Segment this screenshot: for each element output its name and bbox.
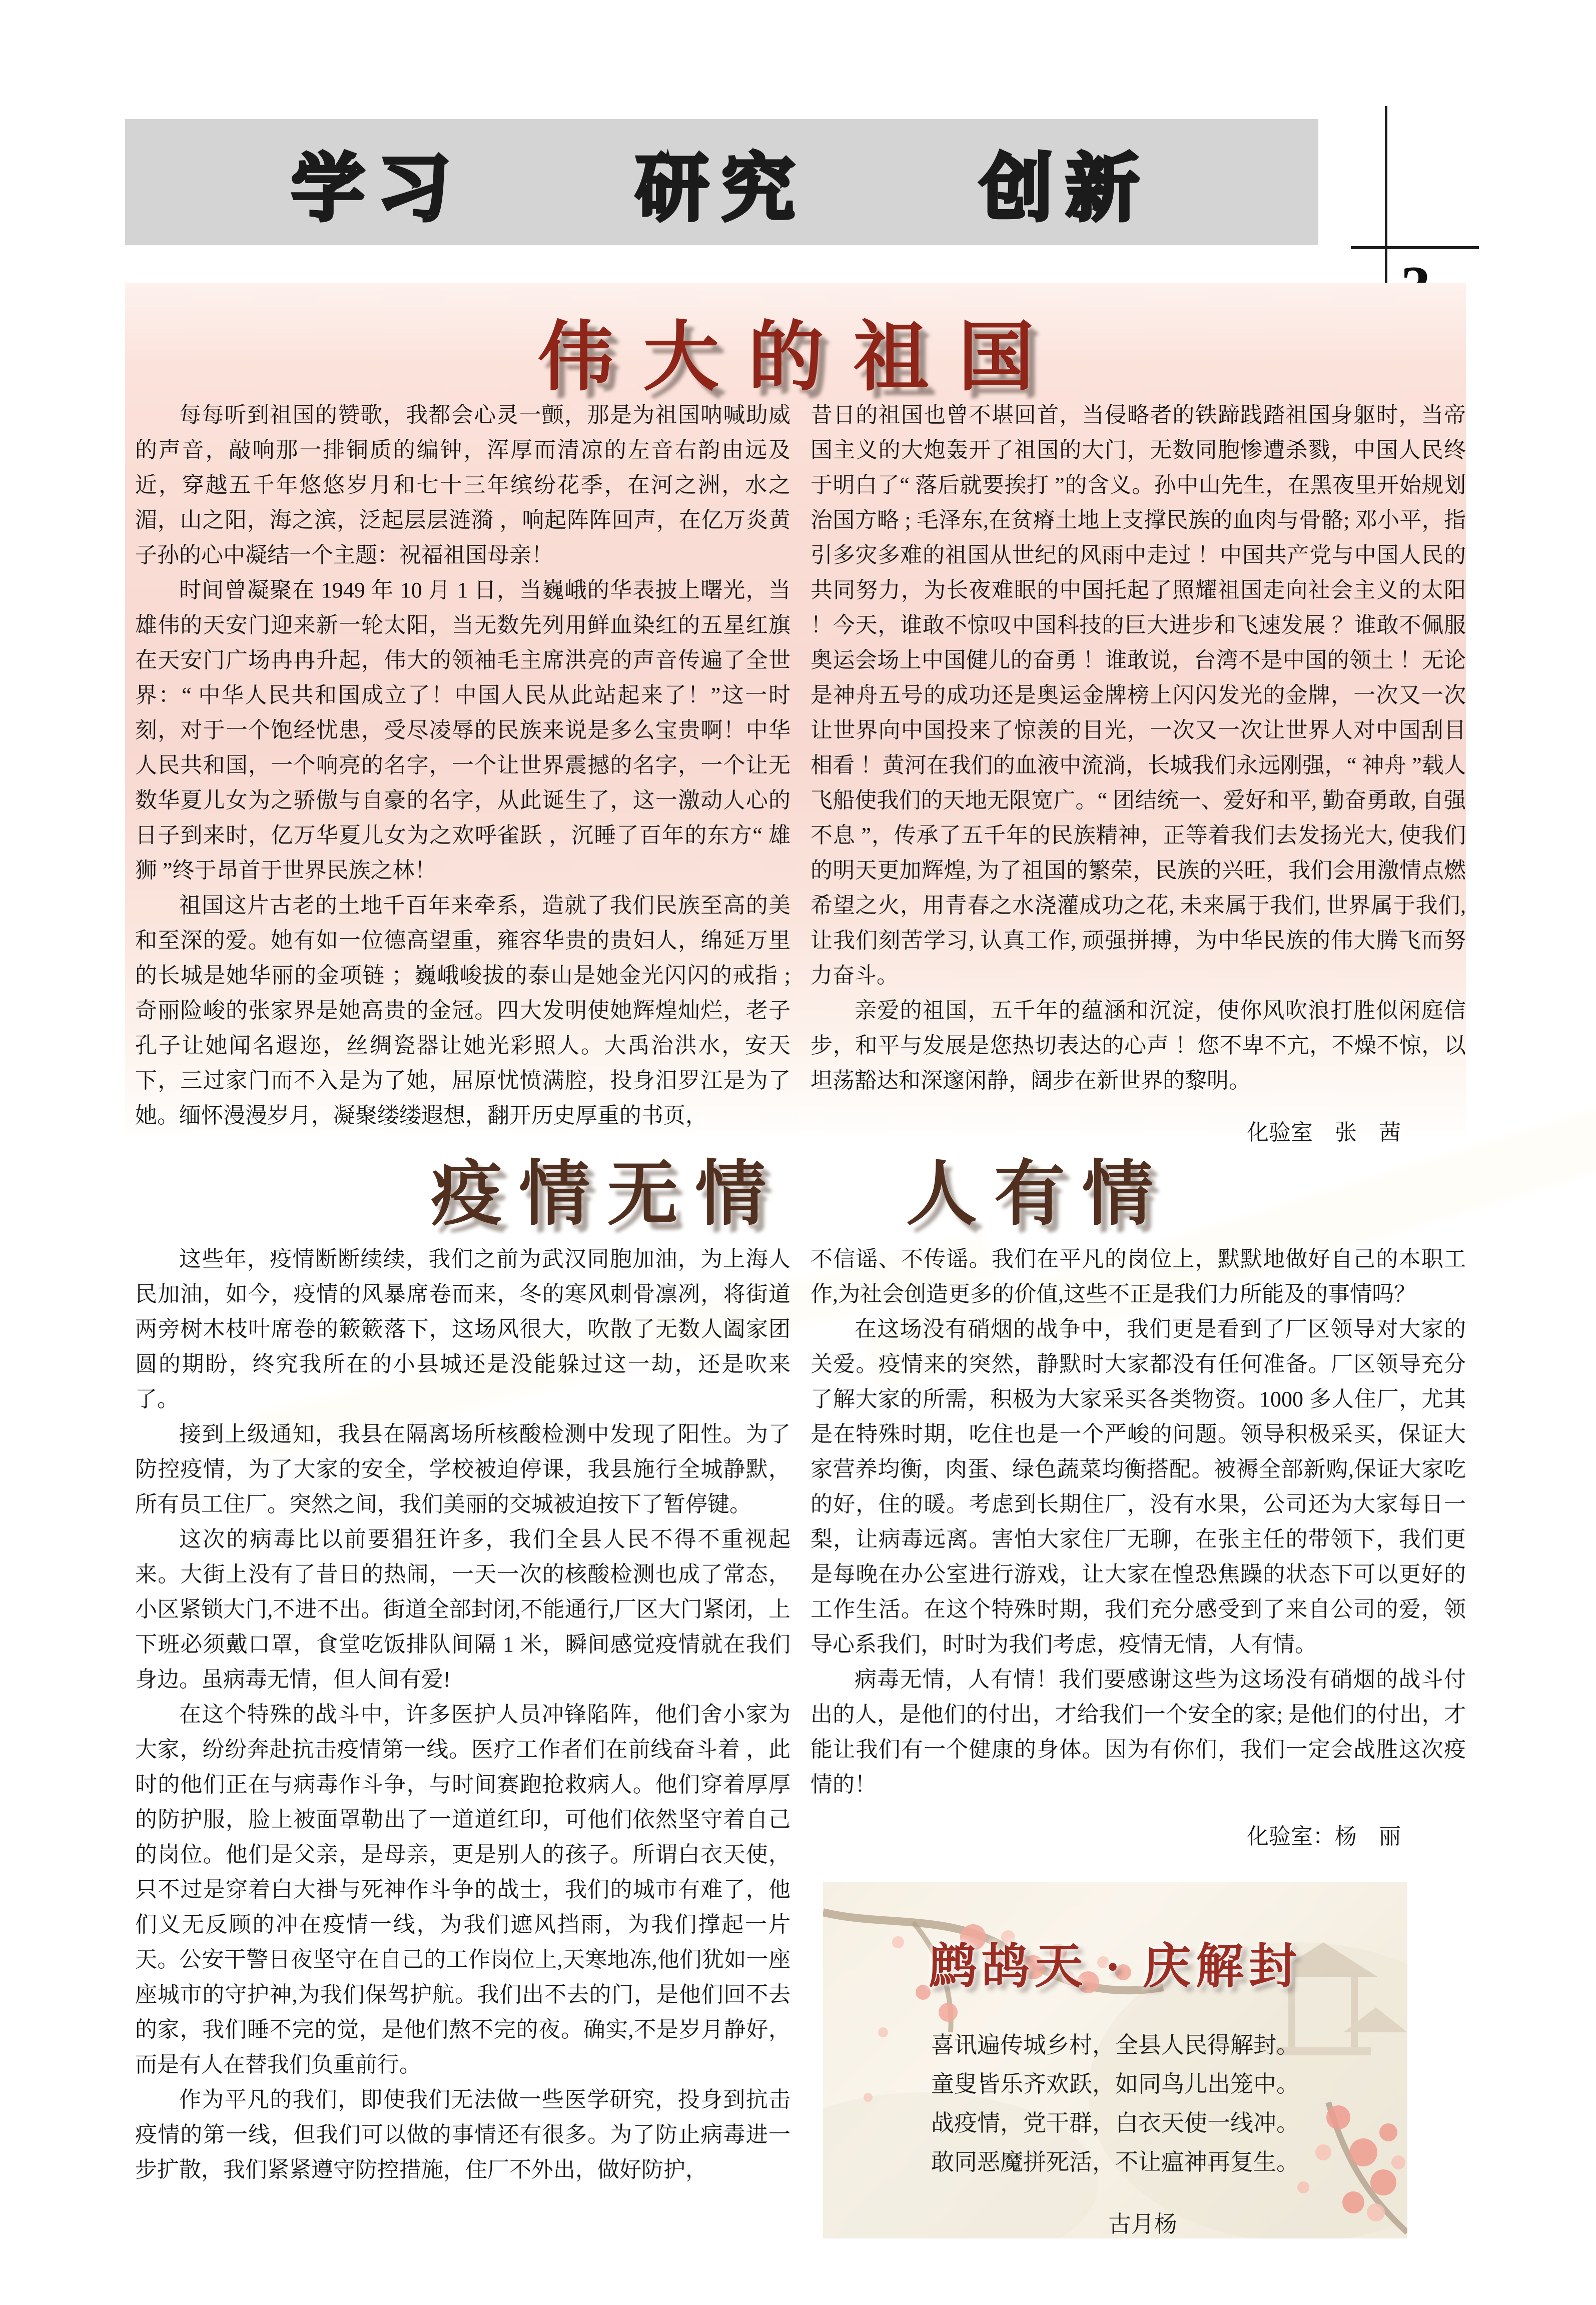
crop-mark-horizontal xyxy=(1351,246,1479,249)
article1-title: 伟大的祖国 xyxy=(538,316,1063,400)
article1-signature: 化验室 张 茜 xyxy=(1247,1120,1401,1145)
article2-paragraph: 这次的病毒比以前要猖狂许多，我们全县人民不得不重视起来。大街上没有了昔日的热闹，一天一次的核酸检测也成了常态，小区紧锁大门,不进不出。街道全部封闭,不能通行,厂区大门紧闭，上下班必须戴口罩，食堂吃饭排队间隔 1 米，瞬间感觉疫情就在我们身边。虽病毒无情，但人间有爱! xyxy=(135,1527,790,1692)
poem-author: 古月杨 xyxy=(1108,2211,1177,2237)
article2-paragraph: 接到上级通知，我县在隔离场所核酸检测中发现了阳性。为了防控疫情，为了大家的安全，学校被迫停课，我县施行全城静默，所有员工住厂。突然之间，我们美丽的交城被迫按下了暂停键。 xyxy=(135,1422,790,1516)
article2-paragraph: 病毒无情，人有情！我们要感谢这些为这场没有硝烟的战斗付出的人，是他们的付出，才给我们一个安全的家; 是他们的付出，才能让我们有一个健康的身体。因为有你们，我们一定会战胜这次疫情的！ xyxy=(811,1667,1466,1797)
article2-title: 疫情无情 人有情 xyxy=(431,1155,1170,1234)
article2-signature: 化验室：杨 丽 xyxy=(1247,1824,1401,1849)
article2-left-column xyxy=(135,1242,790,2187)
article1-paragraph: 祖国这片古老的土地千百年来牵系，造就了我们民族至高的美和至深的爱。她有如一位德高望重，雍容华贵的贵妇人，绵延万里的长城是她华丽的金项链 ；巍峨峻拔的泰山是她金光闪闪的戒指 ; 奇丽险峻的张家界是她高贵的金冠。四大发明使她辉煌灿烂，老子孔子让她闻名遐迩，丝绸瓷器让她光彩照人。大禹治洪水，安天下，三过家门而不入是为了她，屈原忧愤满腔，投身汨罗江是为了她。缅怀漫漫岁月，凝聚缕缕遐想，翻开历史厚重的书页， xyxy=(135,893,790,1128)
poem-card xyxy=(823,1882,1407,2238)
header-band xyxy=(125,119,1318,245)
poem-line: 敢同恶魔拼死活，不让瘟神再复生。 xyxy=(931,2149,1299,2175)
poem-lines xyxy=(823,2026,1407,2182)
article1-paragraph: 昔日的祖国也曾不堪回首，当侵略者的铁蹄践踏祖国身躯时，当帝国主义的大炮轰开了祖国的大门，无数同胞惨遭杀戮，中国人民终于明白了“ 落后就要挨打 ”的含义。孙中山先生，在黑夜里开始规划治国方略 ; 毛泽东,在贫瘠土地上支撑民族的血肉与骨骼; 邓小平，指引多灾多难的祖国从世纪的风雨中走过 ！中国共产党与中国人民的共同努力，为长夜难眠的中国托起了照耀祖国走向社会主义的太阳 ！今天，谁敢不惊叹中国科技的巨大进步和飞速发展 ？谁敢不佩服奥运会场上中国健儿的奋勇 ！谁敢说，台湾不是中国的领土 ！无论是神舟五号的成功还是奥运金牌榜上闪闪发光的金牌，一次又一次让世界向中国投来了惊羡的目光，一次又一次让世界人对中国刮目相看 ！黄河在我们的血液中流淌，长城我们永远刚强，“ 神舟 ”载人飞船使我们的天地无限宽广。“ 团结统一、爱好和平, 勤奋勇敢, 自强不息 ”，传承了五千年的民族精神，正等着我们去发扬光大, 使我们的明天更加辉煌, 为了祖国的繁荣，民族的兴旺，我们会用激情点燃希望之火，用青春之水浇灌成功之花, 未来属于我们, 世界属于我们, 让我们刻苦学习, 认真工作, 顽强拼搏，为中华民族的伟大腾飞而努力奋斗。 xyxy=(811,403,1466,988)
article2-paragraph: 这些年，疫情断断续续，我们之前为武汉同胞加油，为上海人民加油，如今，疫情的风暴席卷而来，冬的寒风刺骨凛冽，将街道两旁树木枝叶席卷的簌簌落下，这场风很大，吹散了无数人阖家团圆的期盼，终究我所在的小县城还是没能躲过这一劫，还是吹来了。 xyxy=(135,1247,790,1411)
article1-paragraph: 亲爱的祖国，五千年的蕴涵和沉淀，使你风吹浪打胜似闲庭信步，和平与发展是您热切表达的心声 ！您不卑不亢，不燥不惊，以坦荡豁达和深邃闲静，阔步在新世界的黎明。 xyxy=(811,998,1466,1093)
article1-paragraph: 每每听到祖国的赞歌，我都会心灵一颤，那是为祖国呐喊助威的声音，敲响那一排铜质的编钟，浑厚而清凉的左音右韵由远及近，穿越五千年悠悠岁月和七十三年缤纷花季，在河之洲，水之湄，山之阳，海之滨，泛起层层涟漪 ，响起阵阵回声，在亿万炎黄子孙的心中凝结一个主题：祝福祖国母亲！ xyxy=(135,403,790,567)
article2-paragraph: 在这场没有硝烟的战争中，我们更是看到了厂区领导对大家的关爱。疫情来的突然，静默时大家都没有任何准备。厂区领导充分了解大家的所需，积极为大家采买各类物资。1000 多人住厂，尤其是在特殊时期，吃住也是一个严峻的问题。领导积极采买，保证大家营养均衡，肉蛋、绿色蔬菜均衡搭配。被褥全部新购,保证大家吃的好，住的暖。考虑到长期住厂，没有水果，公司还为大家每日一梨，让病毒远离。害怕大家住厂无聊，在张主任的带领下，我们更是每晚在办公室进行游戏，让大家在惶恐焦躁的状态下可以更好的工作生活。在这个特殊时期，我们充分感受到了来自公司的爱，领导心系我们，时时为我们考虑，疫情无情，人有情。 xyxy=(811,1317,1466,1657)
poem-line: 战疫情，党干群，白衣天使一线冲。 xyxy=(931,2110,1299,2136)
article2-paragraph: 作为平凡的我们，即使我们无法做一些医学研究，投身到抗击疫情的第一线，但我们可以做的事情还有很多。为了防止病毒进一步扩散，我们紧紧遵守防控措施，住厂不外出，做好防护， xyxy=(135,2087,790,2182)
poem-content xyxy=(823,1882,1407,2238)
article1-right-column xyxy=(811,398,1466,1150)
article1-left-column xyxy=(135,398,790,1133)
poem-title: 鹧鸪天 · 庆解封 xyxy=(928,1940,1302,1993)
header-slogan: 学习 研究 创新 xyxy=(291,146,1152,231)
article2-right-column xyxy=(811,1242,1466,1854)
article1-paragraph: 时间曾凝聚在 1949 年 10 月 1 日，当巍峨的华表披上曙光，当雄伟的天安门迎来新一轮太阳，当无数先列用鲜血染红的五星红旗在天安门广场冉冉升起，伟大的领袖毛主席洪亮的声音传遍了全世界：“ 中华人民共和国成立了！中国人民从此站起来了！”这一时刻，对于一个饱经忧患，受尽凌辱的民族来说是多么宝贵啊！中华人民共和国，一个响亮的名字，一个让世界震撼的名字，一个让无数华夏儿女为之骄傲与自豪的名字，从此诞生了，这一激动人心的日子到来时，亿万华夏儿女为之欢呼雀跃 ，沉睡了百年的东方“ 雄狮 ”终于昂首于世界民族之林！ xyxy=(135,578,790,883)
article2-paragraph: 在这个特殊的战斗中，许多医护人员冲锋陷阵，他们舍小家为大家，纷纷奔赴抗击疫情第一线。医疗工作者们在前线奋斗着 ，此时的他们正在与病毒作斗争，与时间赛跑抢救病人。他们穿着厚厚的防护服，脸上被面罩勒出了一道道红印，可他们依然坚守着自己的岗位。他们是父亲，是母亲，更是别人的孩子。所谓白衣天使，只不过是穿着白大褂与死神作斗争的战士，我们的城市有难了，他们义无反顾的冲在疫情一线，为我们遮风挡雨，为我们撑起一片天。公安干警日夜坚守在自己的工作岗位上,天寒地冻,他们犹如一座座城市的守护神,为我们保驾护航。我们出不去的门，是他们回不去的家，我们睡不完的觉，是他们熬不完的夜。确实,不是岁月静好，而是有人在替我们负重前行。 xyxy=(135,1702,790,2077)
poem-line: 童叟皆乐齐欢跃，如同鸟儿出笼中。 xyxy=(931,2071,1299,2097)
article2-paragraph: 不信谣、不传谣。我们在平凡的岗位上，默默地做好自己的本职工作,为社会创造更多的价值,这些不正是我们力所能及的事情吗？ xyxy=(811,1247,1466,1306)
poem-line: 喜讯遍传城乡村，全县人民得解封。 xyxy=(931,2032,1299,2058)
